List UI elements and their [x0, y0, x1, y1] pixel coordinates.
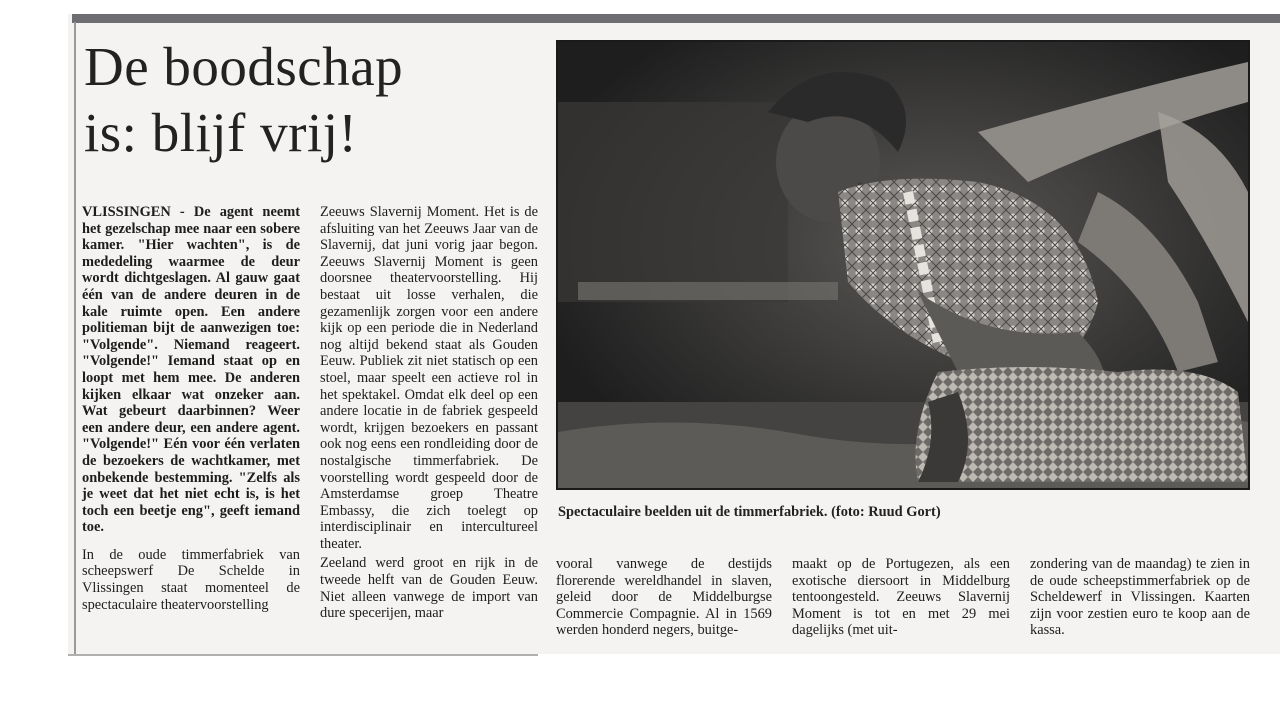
headline [84, 34, 544, 166]
body-paragraph: In de oude timmerfabriek van scheepswerf De Schelde in Vlissingen staat momenteel de spectaculaire theatervoorstelling [82, 546, 300, 613]
clipping-bottom-edge [68, 654, 538, 656]
headline-line-2: is: blijf vrij! [84, 102, 358, 163]
body-paragraph: Zeeland werd groot en rijk in de tweede helft van de Gouden Eeuw. Niet alleen vanwege de import van dure specerijen, maar [320, 555, 538, 622]
body-paragraph: Zeeuws Slavernij Moment. Het is de afsluiting van het Zeeuws Jaar van de Slavernij, dat juni vorig jaar begon. Zeeuws Slavernij Moment is geen doorsnee theatervoorstelling. Hij bestaat uit losse verhalen, die gezamenlijk zorgen voor een andere kijk op een periode die in Nederland nog altijd bekend staat als Gouden Eeuw. Publiek zit niet statisch op een stoel, maar speelt een actieve rol in het spektakel. Omdat elk deel op een andere locatie in de fabriek gespeeld wordt, krijgen bezoekers en passant ook nog eens een rondleiding door de nostalgische timmerfabriek. De voorstelling wordt gespeeld door de Amsterdamse groep Theatre Embassy, die zich toelegt op interdisciplinair en intercultureel theater. [320, 204, 538, 552]
column-3: vooral vanwege de destijds florerende wereldhandel in slaven, geleid door de Middelburgse Commercie Compagnie. Al in 1569 werden honderd negers, buitge- [556, 556, 772, 639]
headline-line-1: De boodschap [84, 36, 404, 97]
dancer-photo-illustration [558, 42, 1248, 488]
top-rule [72, 14, 1280, 23]
photo-caption: Spectaculaire beelden uit de timmerfabriek. (foto: Ruud Gort) [558, 504, 941, 520]
lead-paragraph: VLISSINGEN - De agent neemt het gezelschap mee naar een sobere kamer. "Hier wachten", is de mededeling waarmee de deur wordt dichtgeslagen. Al gauw gaat één van de andere deuren in de kale ruimte open. Een andere politieman bijt de aanwezigen toe: "Volgende". Niemand reageert. "Volgende!" Iemand staat op en loopt met hem mee. De anderen kijken elkaar wat onzeker aan. Wat gebeurt daarbinnen? Weer een andere deur, een andere agent. "Volgende!" Eén voor één verlaten de bezoekers de wachtkamer, met onbekende bestemming. "Zelfs als je weet dat het niet echt is, is het toch een beetje eng", geeft iemand toe. [82, 204, 300, 536]
clipping-left-edge [74, 22, 76, 654]
column-2 [320, 204, 538, 633]
column-4: maakt op de Portugezen, als een exotische diersoort in Middelburg tentoongesteld. Zeeuws Slavernij Moment is tot en met 29 mei dagelijks (met uit- [792, 556, 1010, 639]
column-1 [82, 204, 300, 624]
column-5: zondering van de maandag) te zien in de oude scheepstimmerfabriek op de Scheldewerf in Vlissingen. Kaarten zijn voor zestien euro te koop aan de kassa. [1030, 556, 1250, 639]
dancer-photo [556, 40, 1250, 490]
